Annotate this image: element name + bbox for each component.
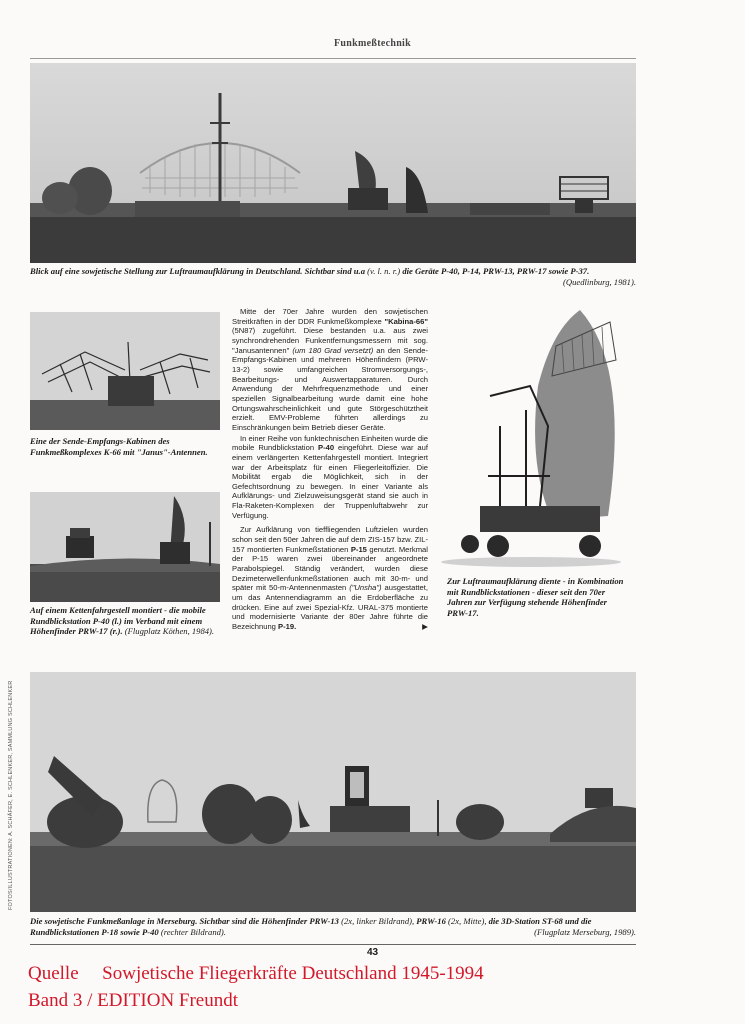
text-run: In einer Reihe von funktechnischen Einheiten wurde die mobile Rundblickstation [232,433,428,453]
caption-source: (Quedlinburg, 1981). [563,276,636,287]
term-p15: P-15 [350,544,367,554]
note-run: (um 180 Grad versetzt) [292,345,374,355]
caption-note: (2x, linker Bildrand), [341,916,415,926]
article-body [232,307,428,633]
note-run: ("Unsha") [349,583,382,593]
caption-top-photo [30,266,636,287]
caption-note-2: (2x, Mitte), [448,916,487,926]
source-label: Quelle [28,963,79,984]
term-p19: P-19. [278,622,297,631]
term-kabina-66: "Kabina-66" [384,316,428,326]
photo-credit: FOTOS/ILLUSTRATIONEN: A. SCHÄFER, E. SCHLENKER, SAMMLUNG SCHLENKER [8,680,14,910]
caption-text: Blick auf eine sowjetische Stellung zur Luftraumaufklärung in Deutschland. Sichtbar sind u.a [30,266,365,276]
source-line-2: Band 3 / EDITION Freundt [28,990,239,1011]
caption-text-2: PRW-16 [416,916,446,926]
article-paragraph-2 [232,434,428,521]
caption-p40-text: Auf einem Kettenfahrgestell montiert - die mobile Rundblickstation P-40 (l.) im Verband mit einem Höhenfinder PRW-17 (r.). [30,605,206,637]
text-run: ausgestattet, um das Antennendiagramm an die Erdoberfläche zu drücken. Eine auf zwei Spezial-Kfz. URAL-375 montierte und modernisierte Variante der 80er Jahre führte die Bezeichnung [232,583,428,631]
photo-merseburg [30,672,636,912]
text-run: an den Sende-Empfangs-Kabinen und mehreren Höhenfindern (PRW-13-2) sowie umfangreichen Stromversorgungs-, Bearbeitungs- und Auswertapparaturen. Durch Anwendung der Mehrfrequenzmethode und einer speziellen Signalbearbeitung wurde damit eine hohe Ortungswahrscheinlichkeit und gute Störgeschütztheit erzielt. EMV-Probleme führten allerdings zu Einschränkungen beim Betrieb dieser Geräte. [232,345,428,432]
caption-p40-source: (Flugplatz Köthen, 1984). [124,626,215,637]
caption-text: Die sowjetische Funkmeßanlage in Merseburg. Sichtbar sind die Höhenfinder PRW-13 [30,916,339,926]
caption-p40 [30,605,220,637]
caption-text-3: die 3D-Station ST-68 und die Rundblickstationen P-18 sowie P-40 [30,916,592,937]
caption-k66: Eine der Sende-Empfangs-Kabinen des Funkmeßkomplexes K-66 mit "Janus"-Antennen. [30,436,208,457]
footer-rule [30,944,636,945]
article-paragraph-3 [232,525,428,631]
text-run: genutzt. Merkmal der P-15 waren zwei übereinander angeordnete Parabolspiegel. Ständig verändert, wurden diese Dezimeterwellenfunkmeßstationen auch mit 30-m- und später mit 50-m-Antennenmasten [232,544,428,593]
caption-prw17: Zur Luftraumaufklärung diente - in Kombination mit Rundblickstationen - dieser seit den 70er Jahren zur Verfügung stehende Höhenfinder PRW-17. [447,576,624,618]
text-run: Mitte der 70er Jahre wurden den sowjetischen Streitkräften in der DDR Funkmeßkomplexe [232,307,428,326]
caption-bottom-photo [30,916,636,937]
photo-p40-prw17 [30,492,220,602]
caption-text-2: die Geräte P-40, P-14, PRW-13, PRW-17 sowie P-37. [402,266,590,276]
page-number: 43 [366,947,379,958]
term-p40: P-40 [318,443,335,453]
text-run: Zur Aufklärung von tieffliegenden Luftzielen wurden schon seit den 50er Jahren die auf dem ZIS-157 bzw. ZIL-157 montierten Funkmeßstationen [232,525,428,554]
running-header: Funkmeßtechnik [334,38,411,49]
caption-note-3: (rechter Bildrand). [160,926,226,937]
article-paragraph-1 [232,307,428,433]
photo-k66-cabin [30,312,220,430]
caption-source: (Flugplatz Merseburg, 1989). [534,926,636,937]
source-title: Sowjetische Fliegerkräfte Deutschland 1945-1994 [102,963,484,984]
continue-arrow-icon: ▶ [422,622,428,631]
source-line-1 [28,963,484,985]
caption-note: (v. l. n. r.) [367,266,401,276]
text-run: (5N87) zugeführt. Diese bestanden u.a. aus zwei synchrondrehenden Funkentfernungsmessern mit sog. "Janusantennen" [232,326,428,355]
header-rule [30,58,636,59]
photo-prw17 [440,306,622,568]
photo-radar-position [30,63,636,263]
text-run: eingeführt. Diese war auf einem verlängerten Kettenfahrgestell montiert. Integriert war der Arbeitsplatz für einen Fliegerleitoffizier. Die Mobilität ergab die Möglichkeit, sich in der Gefechtsordnung zu bewegen. In einer Variante als Aufklärungs- und Zielzuweisungsgerät stand sie auch in Fla-Raketen-Komplexen der Truppenluftabwehr zur Verfügung. [232,443,428,520]
